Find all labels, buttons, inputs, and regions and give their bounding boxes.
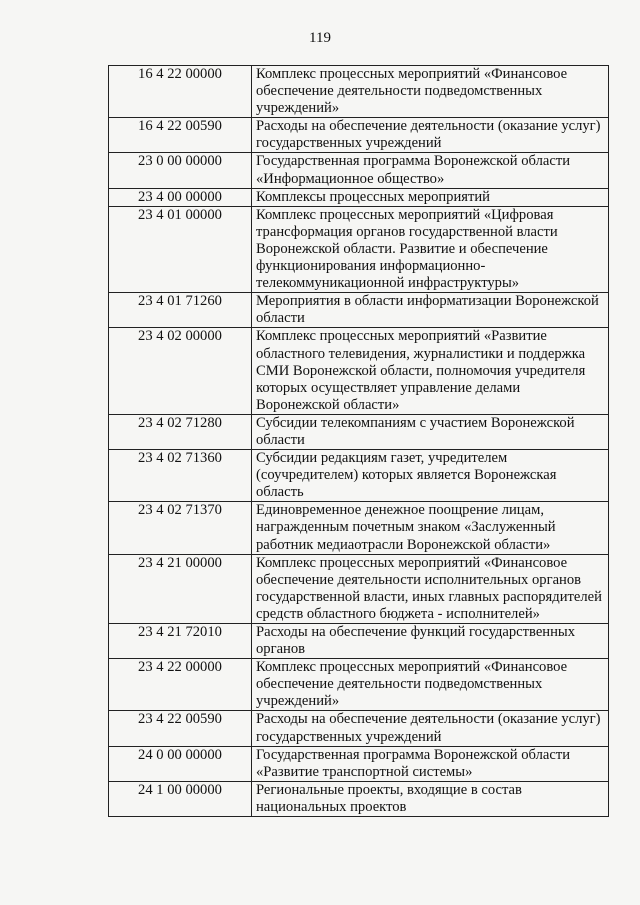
expense-name: Расходы на обеспечение деятельности (оказание услуг) государственных учреждений [252, 118, 609, 153]
table-row [109, 206, 609, 292]
expense-name: Субсидии редакциям газет, учредителем (соучредителем) которых является Воронежская область [252, 450, 609, 502]
table-row [109, 554, 609, 623]
classification-code: 16 4 22 00590 [109, 118, 252, 153]
table-row [109, 781, 609, 816]
classification-code: 23 4 02 71280 [109, 414, 252, 449]
page-number: 119 [309, 30, 331, 46]
expense-name: Расходы на обеспечение деятельности (оказание услуг) государственных учреждений [252, 711, 609, 746]
expense-name: Комплексы процессных мероприятий [252, 188, 609, 206]
expense-name: Комплекс процессных мероприятий «Финансовое обеспечение деятельности подведомственных учреждений» [252, 66, 609, 118]
classification-code: 23 4 02 71360 [109, 450, 252, 502]
classification-code: 23 4 00 00000 [109, 188, 252, 206]
table-row [109, 624, 609, 659]
classification-code: 23 4 02 00000 [109, 328, 252, 414]
classification-code: 23 4 01 00000 [109, 206, 252, 292]
classification-code: 23 4 22 00590 [109, 711, 252, 746]
budget-classification-table [108, 65, 609, 817]
table-row [109, 711, 609, 746]
expense-name: Единовременное денежное поощрение лицам, награжденным почетным знаком «Заслуженный работник медиаотрасли Воронежской области» [252, 502, 609, 554]
table-row [109, 414, 609, 449]
expense-name: Региональные проекты, входящие в состав национальных проектов [252, 781, 609, 816]
expense-name: Мероприятия в области информатизации Воронежской области [252, 293, 609, 328]
classification-code: 23 0 00 00000 [109, 153, 252, 188]
classification-code: 23 4 02 71370 [109, 502, 252, 554]
expense-name: Комплекс процессных мероприятий «Финансовое обеспечение деятельности исполнительных органов государственной власти, иных главных распорядителей средств областного бюджета - исполнителей» [252, 554, 609, 623]
table-row [109, 153, 609, 188]
classification-code: 24 1 00 00000 [109, 781, 252, 816]
table-row [109, 450, 609, 502]
table-row [109, 328, 609, 414]
expense-name: Комплекс процессных мероприятий «Финансовое обеспечение деятельности подведомственных учреждений» [252, 659, 609, 711]
table-row [109, 118, 609, 153]
classification-code: 23 4 22 00000 [109, 659, 252, 711]
classification-code: 24 0 00 00000 [109, 746, 252, 781]
table-row [109, 746, 609, 781]
table-row [109, 66, 609, 118]
expense-name: Расходы на обеспечение функций государственных органов [252, 624, 609, 659]
expense-name: Государственная программа Воронежской области «Информационное общество» [252, 153, 609, 188]
expense-name: Комплекс процессных мероприятий «Цифровая трансформация органов государственной власти Воронежской области. Развитие и обеспечение функционирования информационно-телекоммуникационной инфраструктуры» [252, 206, 609, 292]
table-row [109, 293, 609, 328]
table-row [109, 502, 609, 554]
expense-name: Государственная программа Воронежской области «Развитие транспортной системы» [252, 746, 609, 781]
expense-name: Субсидии телекомпаниям с участием Воронежской области [252, 414, 609, 449]
classification-code: 23 4 21 72010 [109, 624, 252, 659]
expense-name: Комплекс процессных мероприятий «Развитие областного телевидения, журналистики и поддержка СМИ Воронежской области, полномочия учредителя которых осуществляет управление делами Воронежской области» [252, 328, 609, 414]
table-row [109, 659, 609, 711]
classification-code: 16 4 22 00000 [109, 66, 252, 118]
classification-code: 23 4 01 71260 [109, 293, 252, 328]
table-row [109, 188, 609, 206]
classification-code: 23 4 21 00000 [109, 554, 252, 623]
